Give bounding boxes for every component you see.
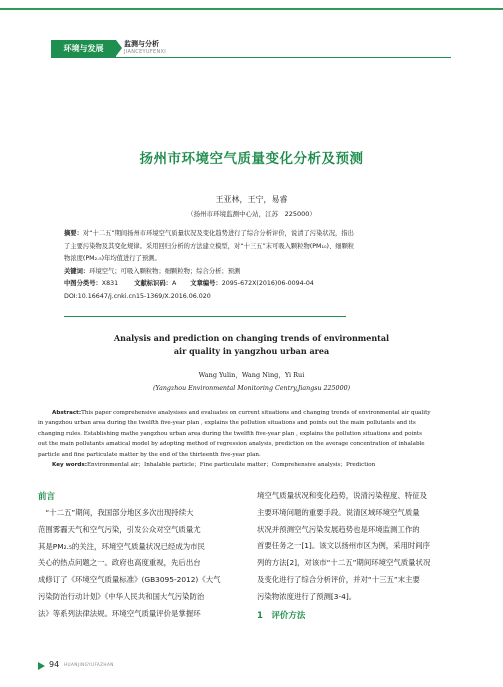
intro-heading: 前言 <box>38 492 56 502</box>
classification-line: 中图分类号：X831 文献标识码：A 文章编号：2095-672X(2016)06-0094-04 <box>64 280 314 287</box>
en-authors: Wang Yulin，Wang Ning，Yi Rui <box>198 371 305 379</box>
en-keywords-label: Key words: <box>52 462 87 469</box>
keywords-cn: 关键词：环境空气；可吸入颗粒物；细颗粒物；综合分析；预测 <box>64 267 241 275</box>
body-left-column: “十二五”期间，我国部分地区多次出现持续大 范围雾霾天气和空气污染，引发公众对空气质量尤 其是PM₂.₅的关注，环境空气质量状况已经成为市民 关心的热点问题之一。政府也高度重视，先后出台 成修订了《环境空气质量标准》(GB3095-2012)《大气 污染防治行动计划》《中华人民共和国大气污染防治 法》等系列法律法规。环境空气质量评价是掌握环 <box>38 508 221 618</box>
column-tag: 环境与发展 <box>51 40 116 57</box>
clc-number: X831 <box>101 280 119 287</box>
paper-title: 扬州市环境空气质量变化分析及预测 <box>139 151 364 167</box>
page-arrow-icon <box>38 662 45 670</box>
header-bar <box>0 8 503 10</box>
doi: DOI:10.16647/j.cnki.cn15-1369/X.2016.06.020 <box>64 292 211 300</box>
affiliation: （扬州市环境监测中心站，江苏 225000） <box>187 210 316 218</box>
keywords-cn-label: 关键词： <box>64 267 90 275</box>
authors: 王亚林，王宁，易睿 <box>215 195 288 204</box>
page-number: 94 <box>49 660 60 669</box>
doc-code: A <box>171 280 177 287</box>
section-rule <box>64 316 346 317</box>
en-affiliation: (Yangzhou Environmental Monitoring Centry,Jiangsu 225000) <box>152 385 351 392</box>
body-right-column: 境空气质量状况和变化趋势，说清污染程度、特征及 主要环境问题的重要手段。说清区域环境空气质量 状况并预测空气污染发展趋势也是环境监测工作的 首要任务之一[1]。该文以扬州市区为例，采用时间序 列的方法[2]，对该市“十二五”期间环境空气质量状况 及变化进行了综合分析评价，并对“十三五”末主要 污染物浓度进行了预测[3-4]。 <box>257 491 431 601</box>
header-rule <box>51 57 451 58</box>
abstract-cn <box>64 228 440 303</box>
en-abstract: Abstract:This paper comprehensive analysises and evaluates on current situations and changing trends of environmental air quality in yangzhou urban area during the twelfth five-year plan , explains the pollution situations and points out the main pollutants and its changing rules. Establishing mathe yangzhou urban area during the twelfth five-year plan , explains the pollution situations and points out the main pollutants amatical model by adopting method of regression analysis, prediction on the average concentration of inhalable particle and fine particulate matter by the end of the thirteenth five-year plan. Key words:Environmental air；Inhalable particle；Fine particulate matter；Comprehensive analysis；Prediction <box>38 408 463 470</box>
column-name: 监测与分析 <box>124 40 159 48</box>
en-title: Analysis and prediction on changing trends of environmental air quality in yangzhou urban area <box>113 333 390 356</box>
en-keywords: Key words:Environmental air；Inhalable particle；Fine particulate matter；Comprehensive analysis；Prediction <box>52 462 376 469</box>
column-name-en: JIANCEYUFENXI <box>124 49 167 55</box>
en-abstract-label: Abstract: <box>52 410 82 416</box>
abstract-cn-line-2: 了主要污染物及其变化规律。采用回归分析的方法建立模型，对“十三五”末可吸入颗粒物(PM₁₀)、细颗粒 <box>64 242 355 250</box>
abstract-cn-line-3: 物浓度(PM₂.₅)年均值进行了预测。 <box>64 255 161 262</box>
abstract-cn-line-1: 摘要：对“十二五”期间扬州市环境空气质量状况及变化趋势进行了综合分析评价，说清了污染状况，指出 <box>64 230 354 237</box>
journal-name-en: HUANJINGYUFAZHAN <box>64 662 114 667</box>
column-tag-arrow <box>116 40 122 56</box>
article-number: 2095-672X(2016)06-0094-04 <box>221 280 314 287</box>
abstract-cn-label: 摘要： <box>64 230 83 237</box>
section-1-heading: 1 评价方法 <box>257 611 306 621</box>
